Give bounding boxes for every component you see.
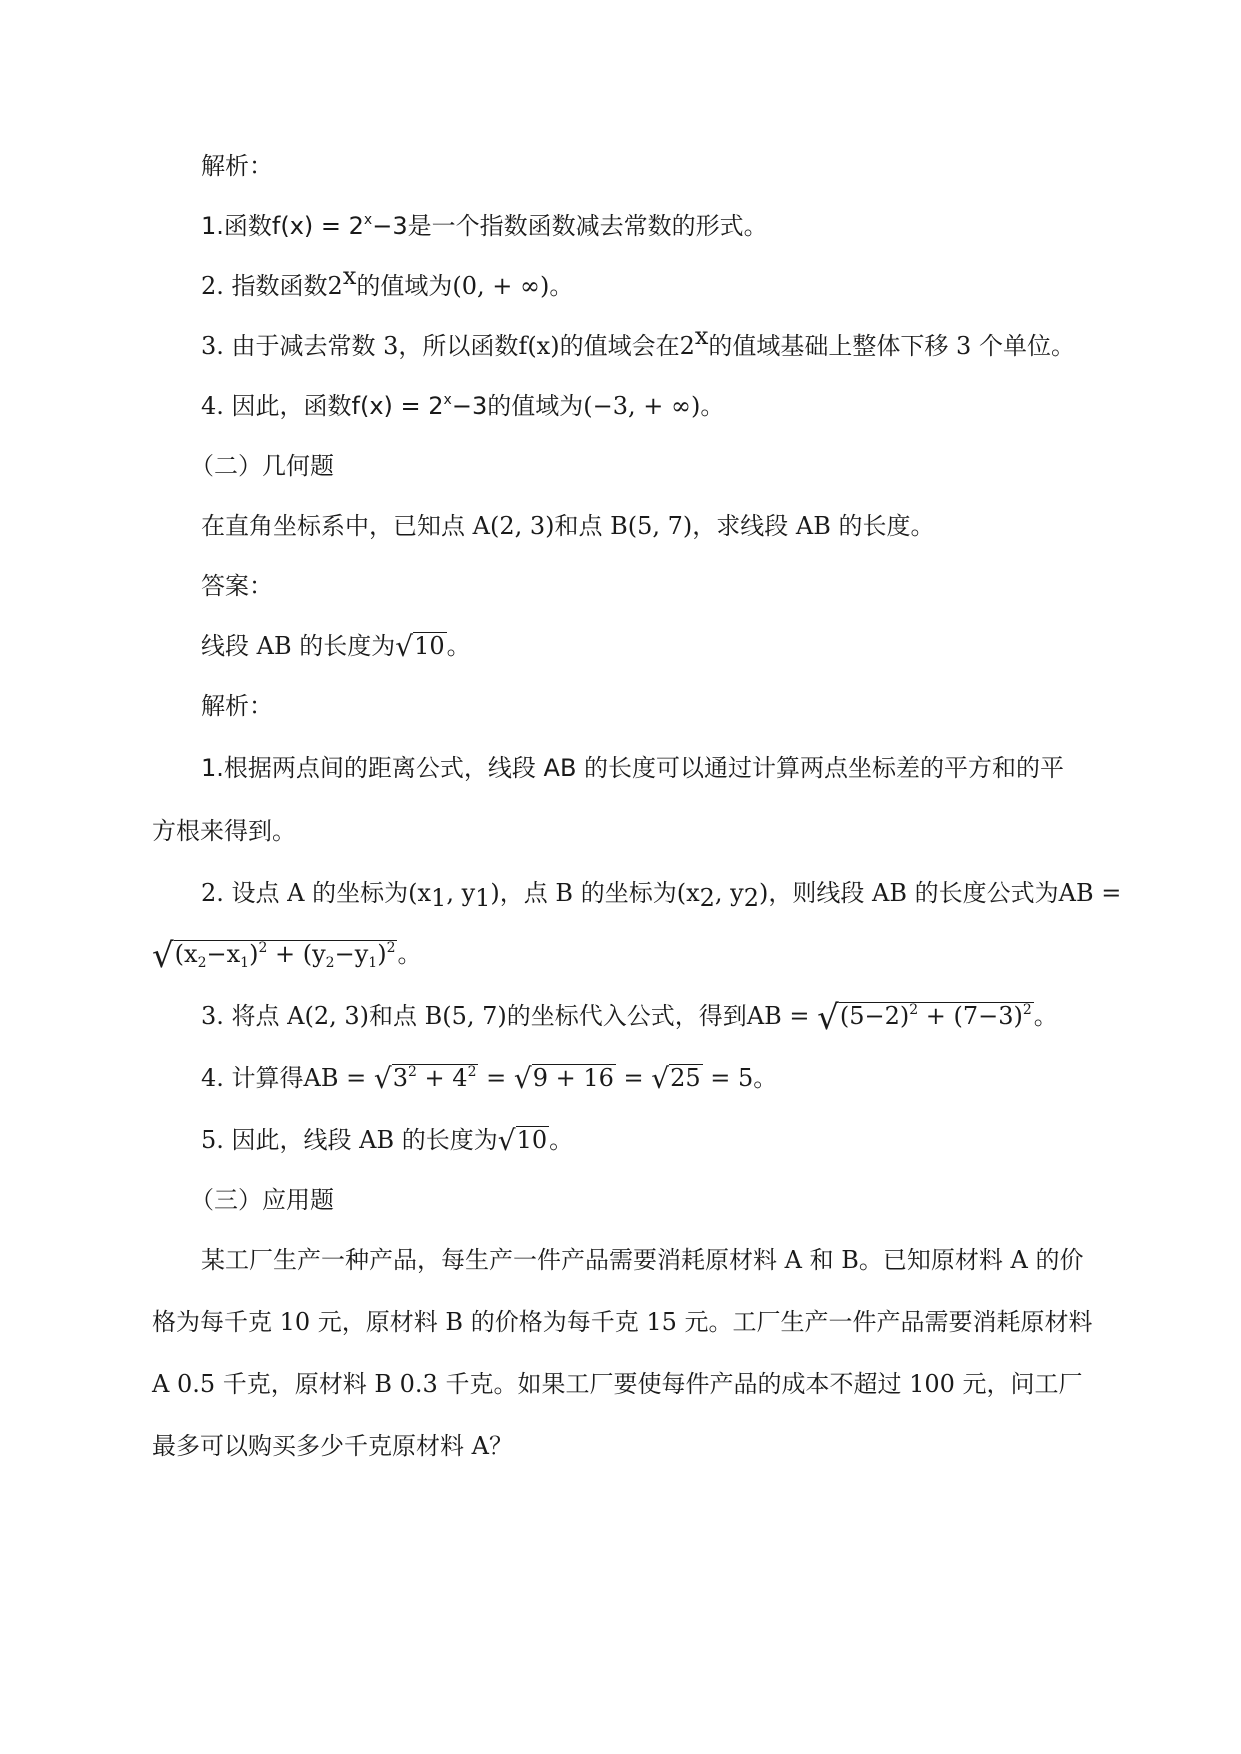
distance-formula: $√(x_2-x_1)^2 + (y_2-y_1)^2$。	[152, 936, 422, 976]
section-application-heading: （三）应用题	[190, 1186, 334, 1214]
answer-heading: 答案：	[201, 572, 273, 600]
geometry-question: 在直角坐标系中，已知点 A(2, 3)和点 B(5, 7)，求线段 AB 的长度。	[201, 512, 935, 540]
geometry-step-3: 3. 将点 A(2, 3)和点 B(5, 7)的坐标代入公式，得到AB = $√(5-2)^2 + (7-3)^2$。	[201, 998, 1058, 1038]
geometry-step-4: 4. 计算得AB = $√3^2 + 4^2 = √9 + 16 = √25 = 5$。	[201, 1062, 778, 1095]
analysis-step-2: 2. 指数函数2$^x$的值域为(0, + ∞)。	[201, 262, 574, 300]
analysis-step-3: 3. 由于减去常数 3，所以函数f(x)的值域会在2$^x$的值域基础上整体下移 3 个单位。	[201, 322, 1075, 360]
geometry-step-1: 1.根据两点间的距离公式，线段 AB 的长度可以通过计算两点坐标差的平方和的平	[201, 754, 1065, 782]
section-geometry-heading: （二）几何题	[190, 452, 334, 480]
analysis-step-4: 4. 因此，函数$f(x) = 2^x-3$的值域为(−3, + ∞)。	[201, 392, 725, 420]
geometry-step-1-cont: 方根来得到。	[152, 817, 296, 845]
analysis-heading-1: 解析：	[201, 152, 273, 180]
analysis-step-1: 1.函数$f(x) = 2^x-3$是一个指数函数减去常数的形式。	[201, 212, 768, 240]
application-question-line-2: 格为每千克 10 元，原材料 B 的价格为每千克 15 元。工厂生产一件产品需要消耗原材料	[152, 1308, 1093, 1336]
application-question-line-4: 最多可以购买多少千克原材料 A？	[152, 1432, 513, 1460]
answer-text: 线段 AB 的长度为√10。	[201, 630, 471, 663]
geometry-step-2: 2. 设点 A 的坐标为($x_1$, $y_1$)，点 B 的坐标为($x_2$, $y_2$)，则线段 AB 的长度公式为AB =	[201, 879, 1122, 912]
analysis-heading-2: 解析：	[201, 692, 273, 720]
application-question-line-1: 某工厂生产一种产品，每生产一件产品需要消耗原材料 A 和 B。已知原材料 A 的价	[201, 1246, 1084, 1274]
geometry-step-5: 5. 因此，线段 AB 的长度为√10。	[201, 1124, 574, 1157]
application-question-line-3: A 0.5 千克，原材料 B 0.3 千克。如果工厂要使每件产品的成本不超过 100 元，问工厂	[152, 1370, 1083, 1398]
